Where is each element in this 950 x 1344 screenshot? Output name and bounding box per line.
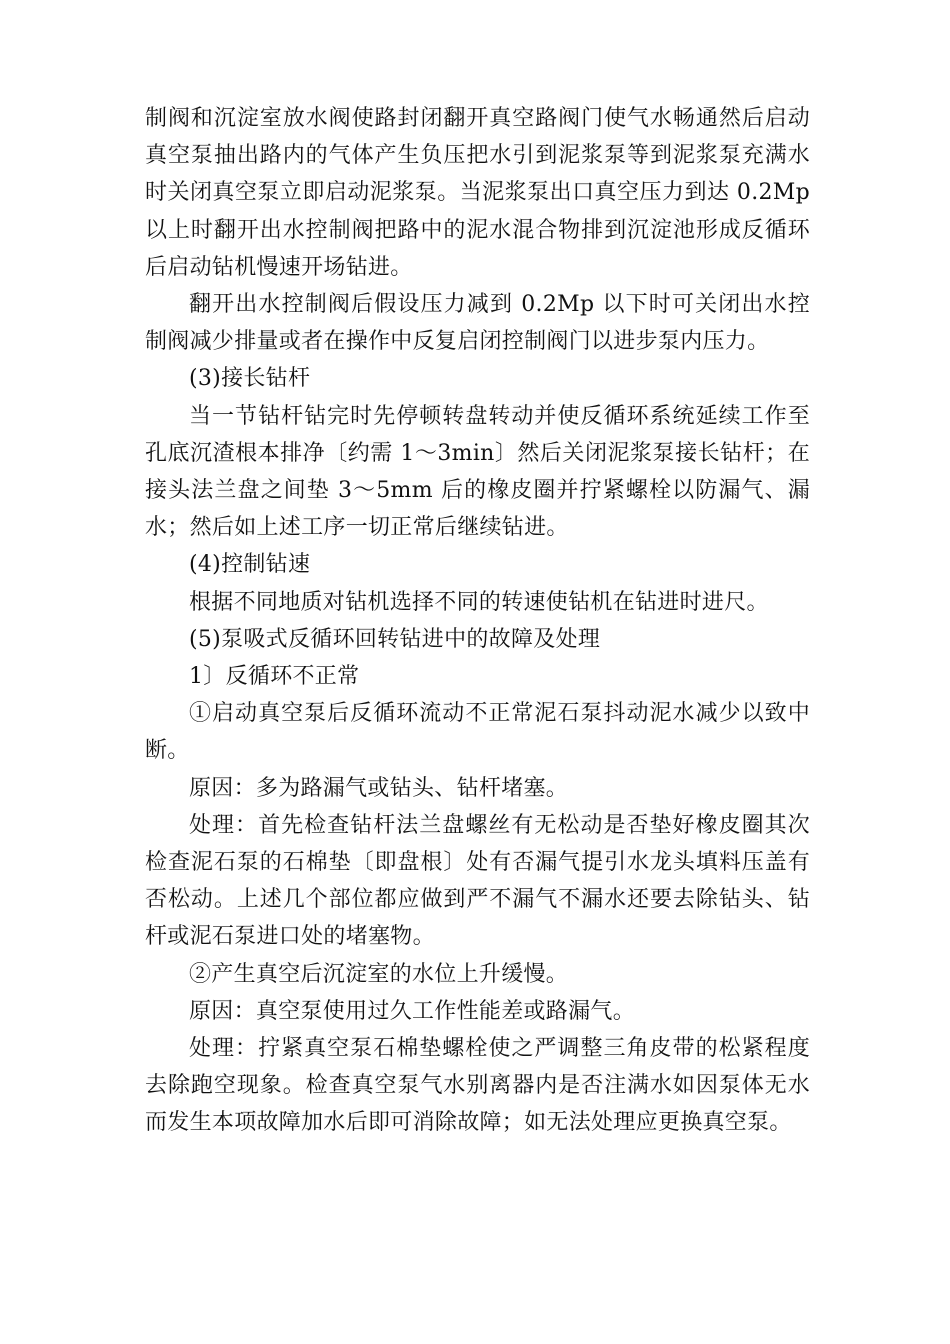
section-heading-5: (5)泵吸式反循环回转钻进中的故障及处理 <box>189 626 601 652</box>
list-item-2: ②产生真空后沉淀室的水位上升缓慢。 <box>189 961 569 987</box>
section-heading-4: (4)控制钻速 <box>189 552 311 578</box>
paragraph-2: 翻开出水控制阀后假设压力减到 0.2Mp 以下时可关闭出水控制阀减少排量或者在操作中反复启闭控制阀门以进步泵内压力。 <box>145 292 810 355</box>
paragraph-6: 根据不同地质对钻机选择不同的转速使钻机在钻进时进尺。 <box>189 589 769 615</box>
treatment-paragraph-1: 处理：首先检查钻杆法兰盘螺丝有无松动是否垫好橡皮圈其次检查泥石泵的石棉垫〔即盘根〕处有否漏气提引水龙头填料压盖有否松动。上述几个部位都应做到严不漏气不漏水还要去除钻头、钻杆或泥石泵进口处的堵塞物。 <box>145 812 810 950</box>
list-item-1: ①启动真空泵后反循环流动不正常泥石泵抖动泥水减少以致中断。 <box>145 701 810 764</box>
document-page <box>145 100 810 1142</box>
subsection-heading-1: 1〕反循环不正常 <box>189 664 360 690</box>
paragraph-4: 当一节钻杆钻完时先停顿转盘转动并使反循环系统延续工作至孔底沉渣根本排净〔约需 1～3min〕然后关闭泥浆泵接长钻杆；在接头法兰盘之间垫 3～5mm 后的橡皮圈并拧紧螺栓以防漏气、漏水；然后如上述工序一切正常后继续钻进。 <box>145 403 810 541</box>
paragraph-1: 制阀和沉淀室放水阀使路封闭翻开真空路阀门使气水畅通然后启动真空泵抽出路内的气体产生负压把水引到泥浆泵等到泥浆泵充满水时关闭真空泵立即启动泥浆泵。当泥浆泵出口真空压力到达 0.2Mp 以上时翻开出水控制阀把路中的泥水混合物排到沉淀池形成反循环后启动钻机慢速开场钻进。 <box>145 106 810 280</box>
section-heading-3: (3)接长钻杆 <box>189 366 311 392</box>
treatment-paragraph-2: 处理：拧紧真空泵石棉垫螺栓使之严调整三角皮带的松紧程度去除跑空现象。检查真空泵气水别离器内是否注满水如因泵体无水而发生本项故障加水后即可消除故障；如无法处理应更换真空泵。 <box>145 1036 810 1136</box>
cause-paragraph-2: 原因：真空泵使用过久工作性能差或路漏气。 <box>189 998 636 1024</box>
cause-paragraph-1: 原因：多为路漏气或钻头、钻杆堵塞。 <box>189 775 569 801</box>
